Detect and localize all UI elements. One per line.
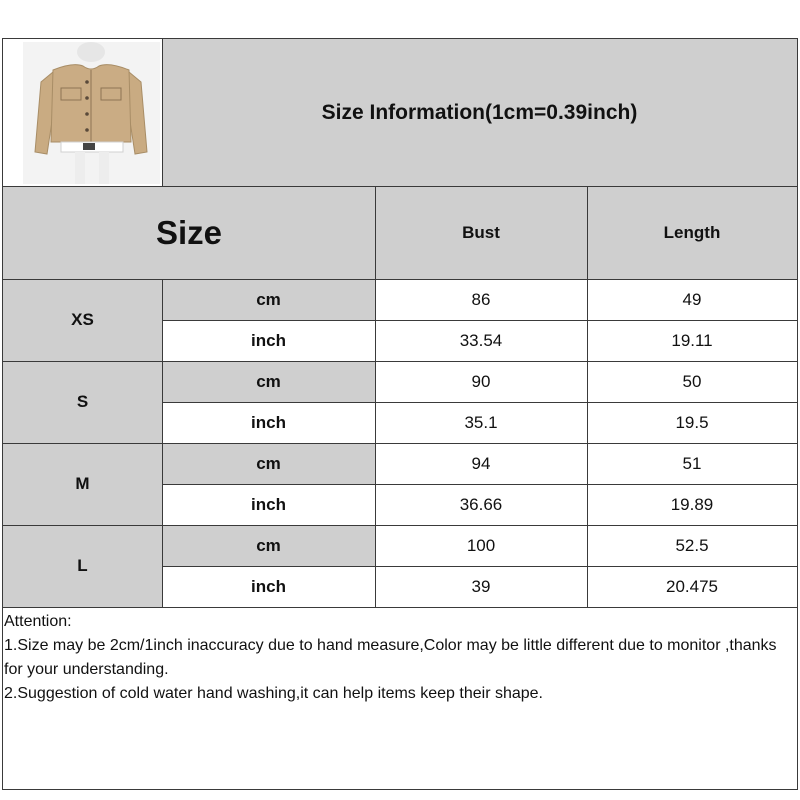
bust-value: 39 [375, 566, 587, 607]
grid-line [162, 566, 798, 567]
size-label-m: M [3, 443, 162, 525]
attention-notes [4, 610, 796, 706]
unit-label: cm [162, 525, 375, 566]
grid-line [162, 484, 798, 485]
jacket-icon [23, 42, 160, 184]
bust-value: 36.66 [375, 484, 587, 525]
unit-label: cm [162, 443, 375, 484]
bust-value: 100 [375, 525, 587, 566]
grid-line [162, 402, 798, 403]
grid-line [162, 38, 163, 186]
grid-line [2, 607, 798, 608]
notes-heading: Attention: [4, 613, 72, 630]
length-value: 52.5 [587, 525, 797, 566]
grid-line [2, 279, 798, 280]
length-value: 49 [587, 279, 797, 320]
length-value: 20.475 [587, 566, 797, 607]
length-value: 19.89 [587, 484, 797, 525]
unit-label: cm [162, 361, 375, 402]
grid-line [587, 186, 588, 607]
grid-line [2, 186, 798, 187]
bust-value: 86 [375, 279, 587, 320]
grid-line [2, 443, 798, 444]
bust-column-header: Bust [375, 186, 587, 279]
unit-label: inch [162, 566, 375, 607]
size-info-title: Size Information(1cm=0.39inch) [162, 39, 797, 186]
length-value: 51 [587, 443, 797, 484]
unit-label: inch [162, 320, 375, 361]
unit-label: inch [162, 402, 375, 443]
size-column-header: Size [3, 186, 375, 279]
length-value: 50 [587, 361, 797, 402]
bust-value: 35.1 [375, 402, 587, 443]
bust-value: 33.54 [375, 320, 587, 361]
size-label-l: L [3, 525, 162, 607]
jacket-photo [23, 42, 160, 184]
length-value: 19.5 [587, 402, 797, 443]
grid-line [375, 186, 376, 607]
grid-line [2, 361, 798, 362]
unit-label: inch [162, 484, 375, 525]
length-column-header: Length [587, 186, 797, 279]
bust-value: 90 [375, 361, 587, 402]
grid-line [162, 320, 798, 321]
length-value: 19.11 [587, 320, 797, 361]
notes-line-2: 2.Suggestion of cold water hand washing,it can help items keep their shape. [4, 685, 543, 702]
size-label-s: S [3, 361, 162, 443]
unit-label: cm [162, 279, 375, 320]
grid-line [2, 525, 798, 526]
bust-value: 94 [375, 443, 587, 484]
notes-line-1: 1.Size may be 2cm/1inch inaccuracy due to hand measure,Color may be little different due to monitor ,thanks for your understanding. [4, 637, 777, 678]
size-label-xs: XS [3, 279, 162, 361]
